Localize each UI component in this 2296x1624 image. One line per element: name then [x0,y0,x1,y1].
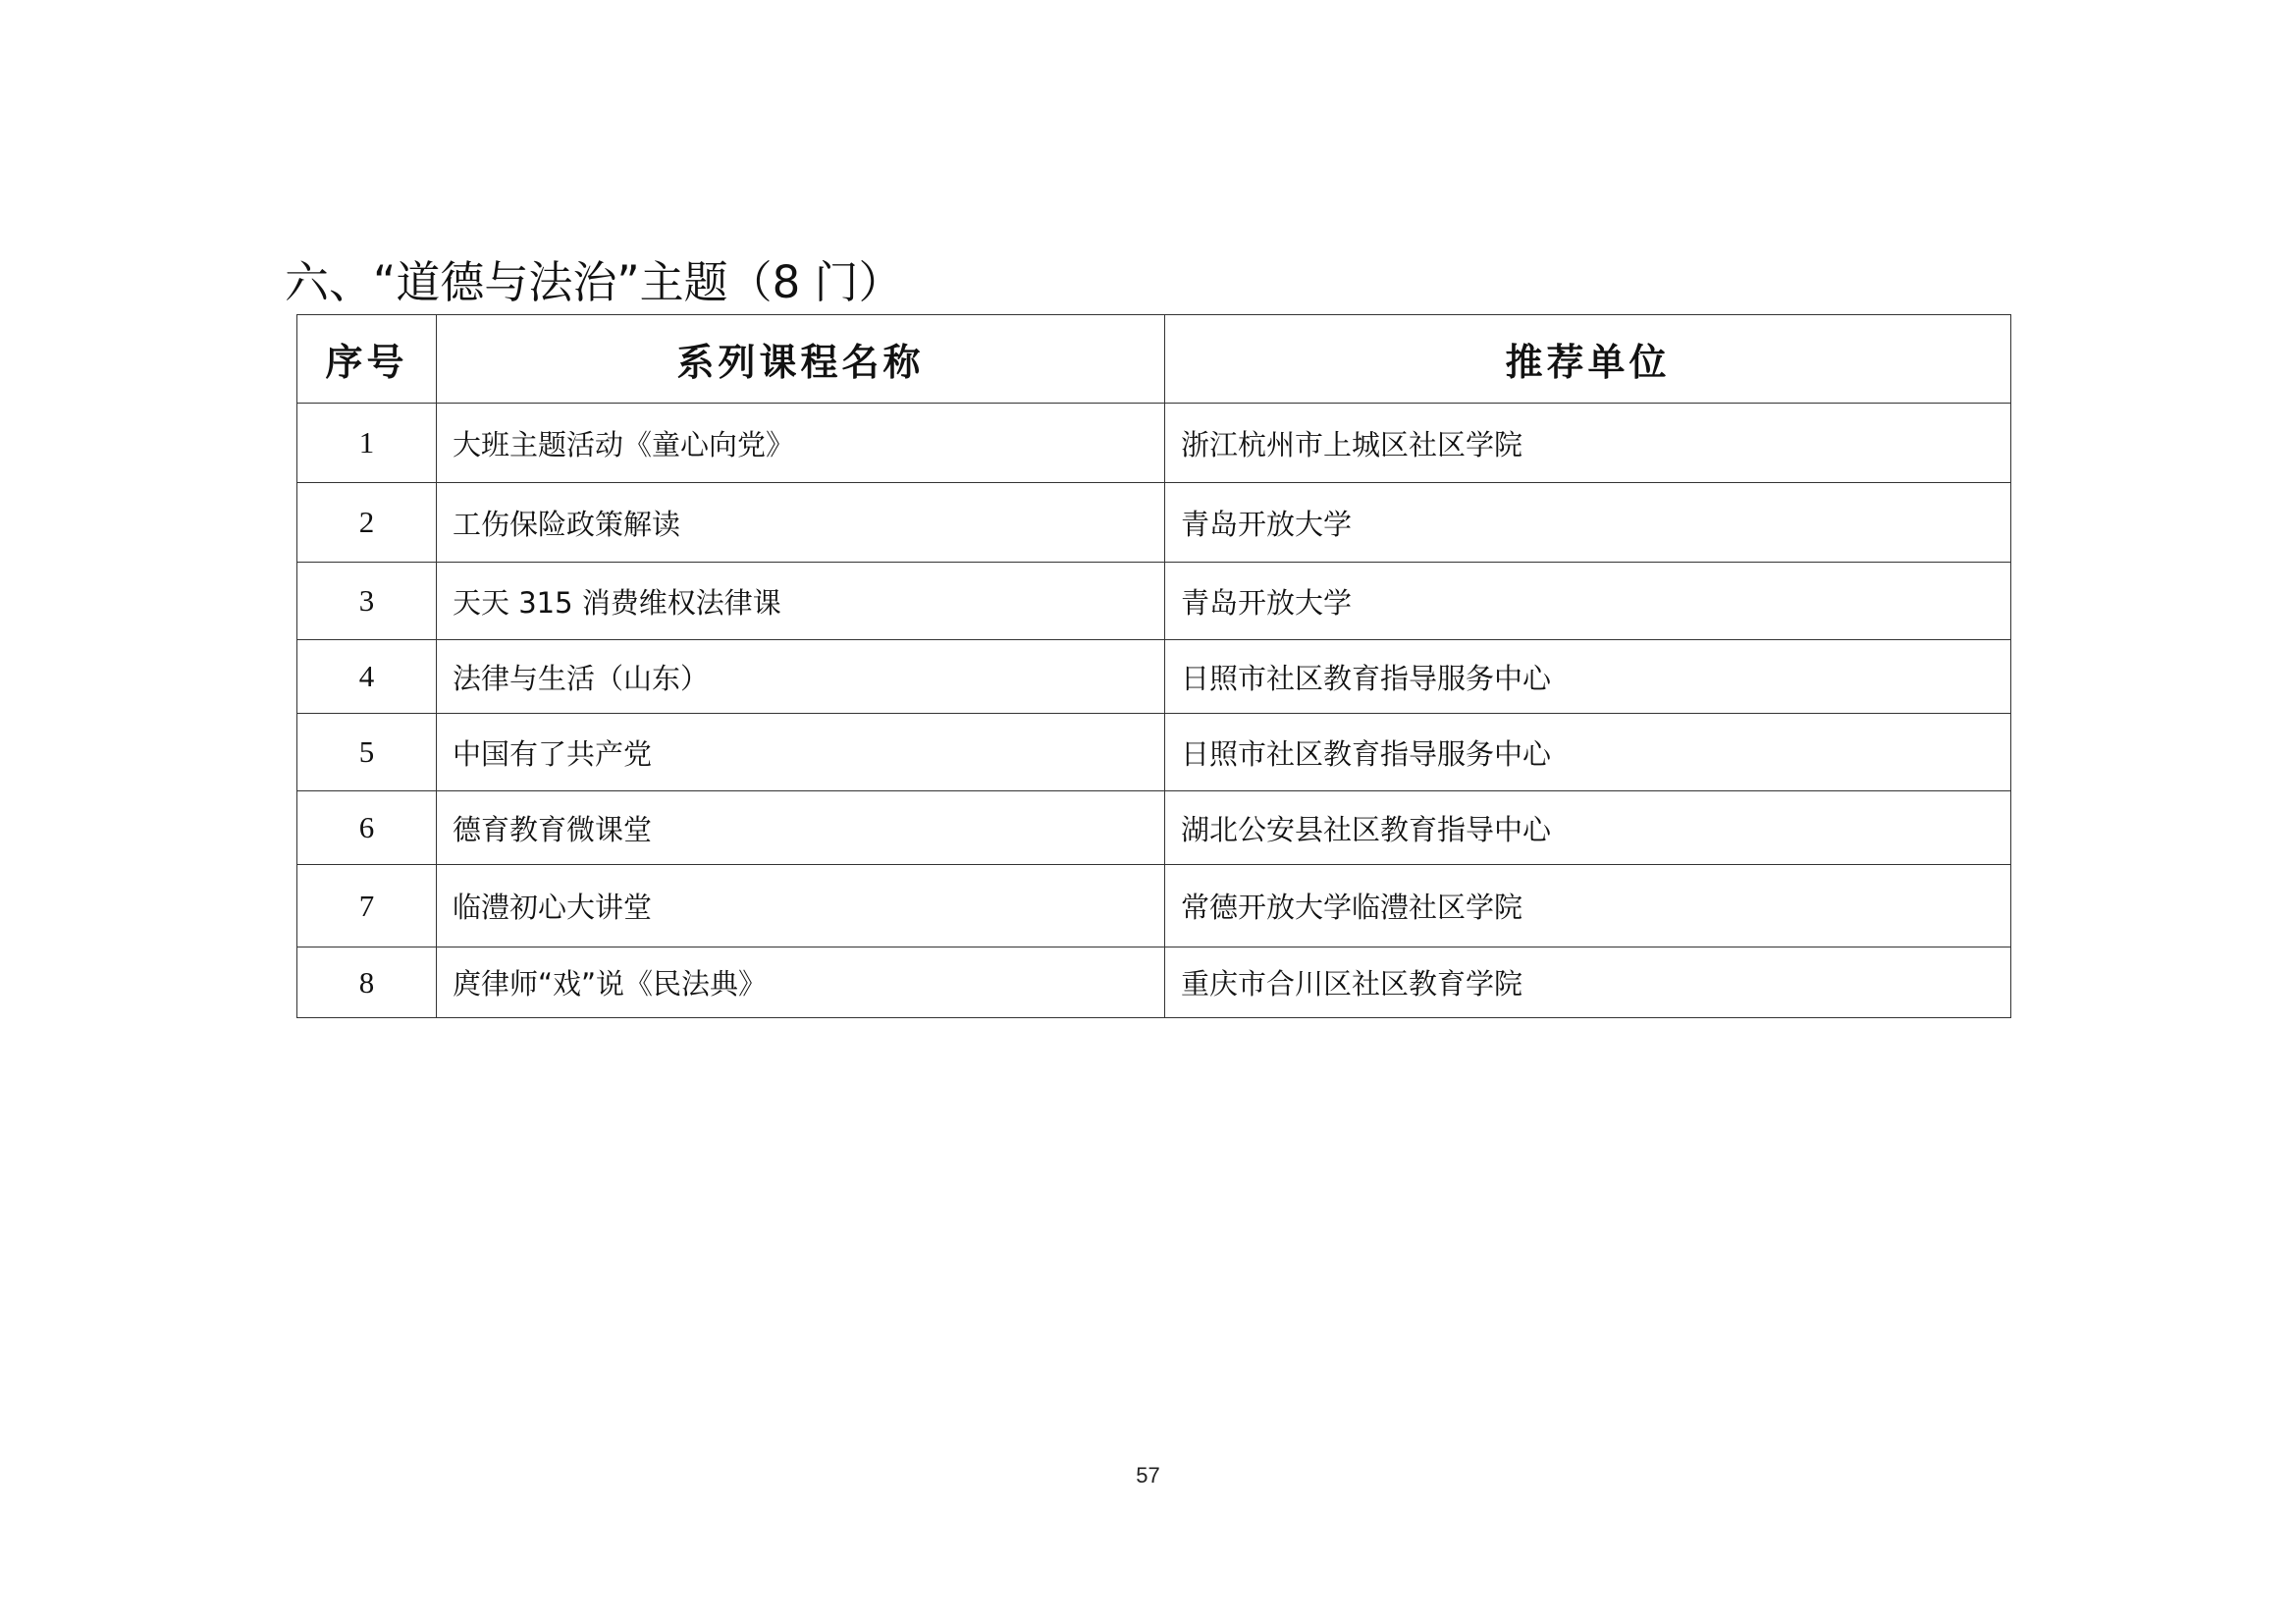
recommending-unit: 青岛开放大学 [1165,483,2011,563]
course-name: 工伤保险政策解读 [437,483,1165,563]
table-row [297,483,2011,563]
course-name: 庹律师“戏”说《民法典》 [437,947,1165,1018]
section-title: 六、“道德与法治”主题（8 门） [285,256,903,308]
row-number: 1 [297,404,437,483]
course-name: 中国有了共产党 [437,714,1165,791]
row-number: 4 [297,640,437,714]
row-number: 5 [297,714,437,791]
recommending-unit: 常德开放大学临澧社区学院 [1165,865,2011,947]
row-number: 2 [297,483,437,563]
table-row [297,791,2011,865]
course-name: 德育教育微课堂 [437,791,1165,865]
header-recommending-unit: 推荐单位 [1165,315,2011,404]
table-row [297,865,2011,947]
course-name: 临澧初心大讲堂 [437,865,1165,947]
row-number: 7 [297,865,437,947]
recommending-unit: 重庆市合川区社区教育学院 [1165,947,2011,1018]
row-number: 3 [297,563,437,640]
header-serial-number: 序号 [297,315,437,404]
course-name: 大班主题活动《童心向党》 [437,404,1165,483]
recommending-unit: 浙江杭州市上城区社区学院 [1165,404,2011,483]
row-number: 8 [297,947,437,1018]
recommending-unit: 日照市社区教育指导服务中心 [1165,714,2011,791]
table-row [297,404,2011,483]
recommending-unit: 青岛开放大学 [1165,563,2011,640]
table-row [297,563,2011,640]
table-row [297,714,2011,791]
page-number: 57 [1136,1463,1160,1488]
table-row [297,640,2011,714]
recommending-unit: 湖北公安县社区教育指导中心 [1165,791,2011,865]
row-number: 6 [297,791,437,865]
table-header-row [297,315,2011,404]
recommending-unit: 日照市社区教育指导服务中心 [1165,640,2011,714]
course-table [296,314,2011,1018]
table-row [297,947,2011,1018]
course-name: 法律与生活（山东） [437,640,1165,714]
header-course-name: 系列课程名称 [437,315,1165,404]
course-name: 天天 315 消费维权法律课 [437,563,1165,640]
